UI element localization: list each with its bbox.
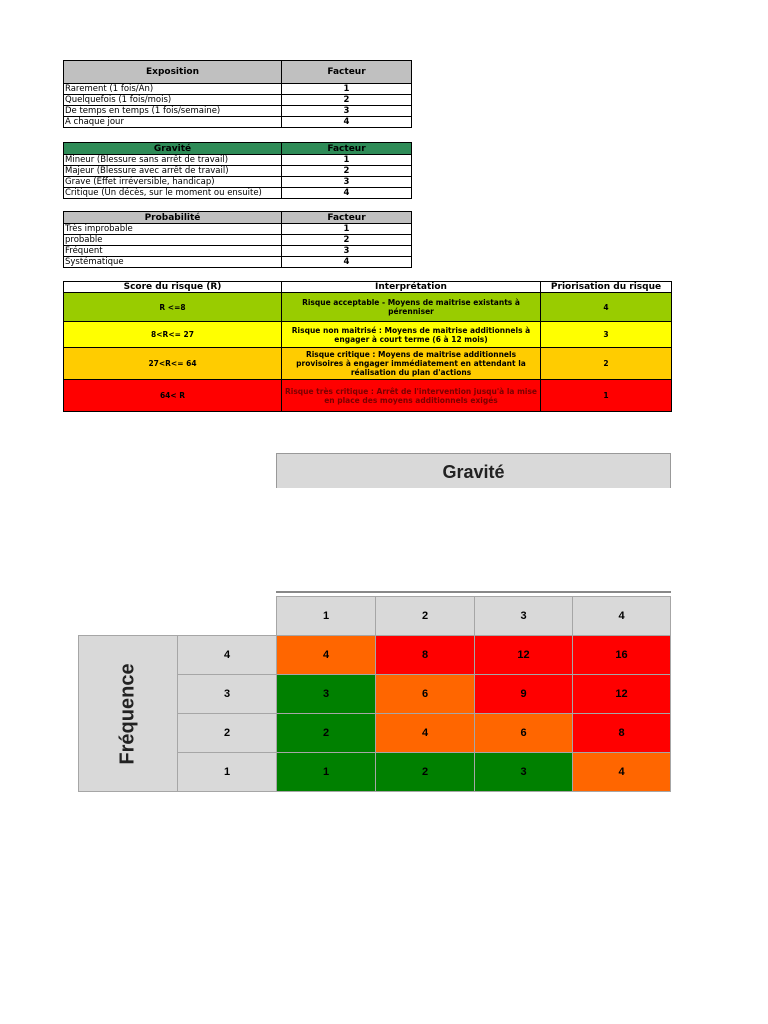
table-header-row xyxy=(64,143,412,155)
priority-cell: 3 xyxy=(541,322,672,348)
label-cell: De temps en temps (1 fois/semaine) xyxy=(64,106,282,117)
matrix-cell: 12 xyxy=(573,675,671,714)
factor-cell: 1 xyxy=(282,224,412,235)
matrix-cell: 9 xyxy=(475,675,573,714)
risk-score-table xyxy=(63,281,672,412)
table-header-row xyxy=(64,212,412,224)
table-row xyxy=(64,235,412,246)
matrix-col-header: 1 xyxy=(277,597,376,636)
matrix-row-header: 1 xyxy=(178,753,277,792)
score-cell: 64< R xyxy=(64,380,282,412)
table-row xyxy=(64,177,412,188)
header-cell: Score du risque (R) xyxy=(64,282,282,293)
table-header-row xyxy=(64,61,412,84)
matrix-cell: 3 xyxy=(475,753,573,792)
matrix-col-header: 3 xyxy=(475,597,573,636)
priority-cell: 2 xyxy=(541,348,672,380)
risk-matrix xyxy=(78,596,671,792)
label-cell: Majeur (Blessure avec arrêt de travail) xyxy=(64,166,282,177)
matrix-cell: 4 xyxy=(277,636,376,675)
header-cell: Facteur xyxy=(282,61,412,84)
factor-cell: 2 xyxy=(282,235,412,246)
header-cell: Facteur xyxy=(282,143,412,155)
matrix-title-box xyxy=(276,453,671,488)
matrix-cell: 12 xyxy=(475,636,573,675)
matrix-row-header: 2 xyxy=(178,714,277,753)
row-axis-label: Fréquence xyxy=(116,662,139,765)
factor-cell: 1 xyxy=(282,84,412,95)
table-row xyxy=(64,224,412,235)
matrix-cell: 1 xyxy=(277,753,376,792)
exposition-table xyxy=(63,60,412,128)
factor-cell: 3 xyxy=(282,177,412,188)
matrix-row xyxy=(79,636,671,675)
score-cell: 27<R<= 64 xyxy=(64,348,282,380)
interpretation-cell: Risque acceptable - Moyens de maitrise existants à pérenniser xyxy=(282,293,541,322)
label-cell: Fréquent xyxy=(64,246,282,257)
table-row xyxy=(64,246,412,257)
factor-cell: 1 xyxy=(282,155,412,166)
table-header-row xyxy=(64,282,672,293)
factor-cell: 4 xyxy=(282,117,412,128)
factor-cell: 3 xyxy=(282,246,412,257)
label-cell: probable xyxy=(64,235,282,246)
label-cell: Quelquefois (1 fois/mois) xyxy=(64,95,282,106)
factor-cell: 2 xyxy=(282,95,412,106)
header-cell: Gravité xyxy=(64,143,282,155)
matrix-cell: 8 xyxy=(573,714,671,753)
table-row xyxy=(64,293,672,322)
matrix-cell: 8 xyxy=(376,636,475,675)
matrix-cell: 4 xyxy=(573,753,671,792)
score-cell: 8<R<= 27 xyxy=(64,322,282,348)
header-cell: Probabilité xyxy=(64,212,282,224)
matrix-col-header: 2 xyxy=(376,597,475,636)
table-row xyxy=(64,106,412,117)
table-row xyxy=(64,257,412,268)
probabilite-table xyxy=(63,211,412,268)
label-cell: Mineur (Blessure sans arrêt de travail) xyxy=(64,155,282,166)
matrix-title: Gravité xyxy=(442,462,505,482)
factor-cell: 2 xyxy=(282,166,412,177)
table-row xyxy=(64,155,412,166)
matrix-row-axis xyxy=(79,636,178,792)
matrix-cell: 16 xyxy=(573,636,671,675)
label-cell: A chaque jour xyxy=(64,117,282,128)
table-row xyxy=(64,322,672,348)
matrix-cell: 6 xyxy=(376,675,475,714)
label-cell: Très improbable xyxy=(64,224,282,235)
table-row xyxy=(64,166,412,177)
matrix-row-header: 3 xyxy=(178,675,277,714)
interpretation-cell: Risque très critique : Arrêt de l'intervention jusqu'à la mise en place des moyens additionnels exigés xyxy=(282,380,541,412)
matrix-cell: 6 xyxy=(475,714,573,753)
label-cell: Grave (Effet irréversible, handicap) xyxy=(64,177,282,188)
label-cell: Systématique xyxy=(64,257,282,268)
gravite-table xyxy=(63,142,412,199)
table-row xyxy=(64,117,412,128)
table-row xyxy=(64,95,412,106)
matrix-cell: 3 xyxy=(277,675,376,714)
factor-cell: 4 xyxy=(282,188,412,199)
matrix-cell: 4 xyxy=(376,714,475,753)
interpretation-cell: Risque non maitrisé : Moyens de maitrise additionnels à engager à court terme (6 à 12 mois) xyxy=(282,322,541,348)
matrix-cell: 2 xyxy=(277,714,376,753)
matrix-corner xyxy=(79,597,277,636)
score-cell: R <=8 xyxy=(64,293,282,322)
interpretation-cell: Risque critique : Moyens de maitrise additionnels provisoires à engager immédiatement en attendant la réalisation du plan d'actions xyxy=(282,348,541,380)
table-row xyxy=(64,380,672,412)
header-cell: Exposition xyxy=(64,61,282,84)
header-cell: Facteur xyxy=(282,212,412,224)
table-row xyxy=(64,188,412,199)
label-cell: Rarement (1 fois/An) xyxy=(64,84,282,95)
divider xyxy=(276,591,671,593)
priority-cell: 4 xyxy=(541,293,672,322)
matrix-col-header: 4 xyxy=(573,597,671,636)
matrix-row-header: 4 xyxy=(178,636,277,675)
factor-cell: 3 xyxy=(282,106,412,117)
label-cell: Critique (Un décès, sur le moment ou ensuite) xyxy=(64,188,282,199)
priority-cell: 1 xyxy=(541,380,672,412)
table-row xyxy=(64,84,412,95)
factor-cell: 4 xyxy=(282,257,412,268)
table-row xyxy=(64,348,672,380)
header-cell: Interprétation xyxy=(282,282,541,293)
matrix-cell: 2 xyxy=(376,753,475,792)
header-cell: Priorisation du risque xyxy=(541,282,672,293)
matrix-header-row xyxy=(79,597,671,636)
